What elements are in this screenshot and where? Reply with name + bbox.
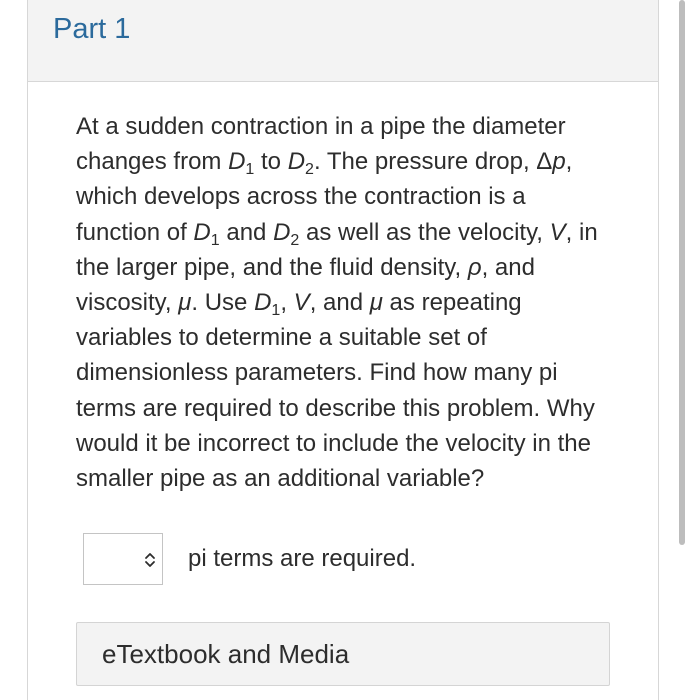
var-d1: D: [193, 218, 211, 246]
var-v: V: [293, 289, 310, 317]
var-d1: D: [254, 289, 272, 317]
var-mu: μ: [178, 289, 192, 317]
var-p: p: [552, 148, 566, 176]
var-d2: D: [287, 148, 306, 176]
var-rho: ρ: [467, 253, 482, 281]
pi-terms-dropdown[interactable]: [83, 533, 163, 585]
etextbook-media-label: eTextbook and Media: [102, 639, 350, 669]
question-segment: At a sudden contraction in a pipe the diameter changes from: [76, 113, 566, 176]
var-d1: D: [228, 148, 246, 176]
vertical-scrollbar[interactable]: [679, 0, 685, 545]
answer-row: [83, 533, 643, 585]
part-title: Part 1: [53, 13, 131, 45]
up-down-chevron-icon: [143, 551, 157, 569]
var-d2: D: [273, 218, 291, 246]
var-v: V: [549, 218, 566, 246]
etextbook-media-button[interactable]: [76, 622, 610, 686]
part-header: [28, 0, 658, 82]
question-text: At a sudden contraction in a pipe the diameter changes from $D_1$ to $D_2$. The pressure drop, Δp, which develops across the contraction is a function of $D_1$ and $D_2$ as well as the velocity, V, in the larger pipe, and the fluid density, ρ, and viscosity, μ. Use $D_1$, V, and μ as repeating variables to determine a suitable set of dimensionless parameters. Find how many pi terms are required to describe this problem. Why would it be incorrect to include the velocity in the smaller pipe as an additional variable?: [76, 113, 598, 493]
var-mu: μ: [369, 289, 383, 317]
answer-suffix-text: pi terms are required.: [188, 545, 417, 572]
question-panel: [27, 0, 659, 700]
